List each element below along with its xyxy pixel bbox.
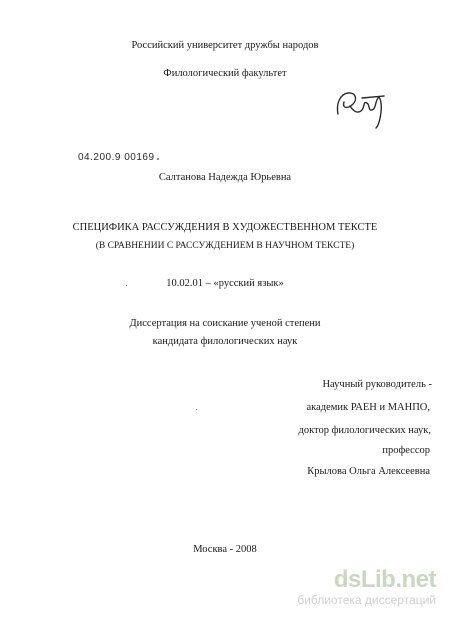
faculty-name: Филологический факультет [163, 68, 287, 79]
watermark [297, 567, 436, 607]
supervisor-degree: доктор филологических наук, [298, 425, 431, 436]
handwritten-signature [332, 84, 392, 130]
supervisor-name: Крылова Ольга Алексеевна [307, 466, 430, 477]
specialty-code: 10.02.01 – «русский язык» [166, 278, 284, 289]
dissertation-subtitle: (В СРАВНЕНИИ С РАССУЖДЕНИЕМ В НАУЧНОМ ТЕКСТЕ) [95, 241, 355, 251]
code-mark [157, 158, 159, 160]
degree-line-2: кандидата филологических наук [152, 336, 298, 347]
university-name: Российский университет дружбы народов [131, 40, 319, 51]
registration-code: 04.200.9 00169 [78, 152, 155, 163]
watermark-logo: dsLib.net [333, 566, 436, 593]
watermark-subtitle: библиотека диссертаций [297, 593, 436, 607]
supervisor-rank: профессор [382, 445, 430, 456]
supervisor-label: Научный руководитель - [322, 379, 432, 390]
supervisor-affiliation: академик РАЕН и МАНПО, [306, 402, 430, 413]
dissertation-title: СПЕЦИФИКА РАССУЖДЕНИЯ В ХУДОЖЕСТВЕННОМ ТЕКСТЕ [72, 222, 378, 233]
author-name: Салтанова Надежда Юрьевна [158, 172, 292, 183]
degree-line-1: Диссертация на соискание ученой степени [129, 318, 321, 329]
city-year: Москва - 2008 [193, 544, 257, 555]
scan-speck [196, 409, 197, 410]
